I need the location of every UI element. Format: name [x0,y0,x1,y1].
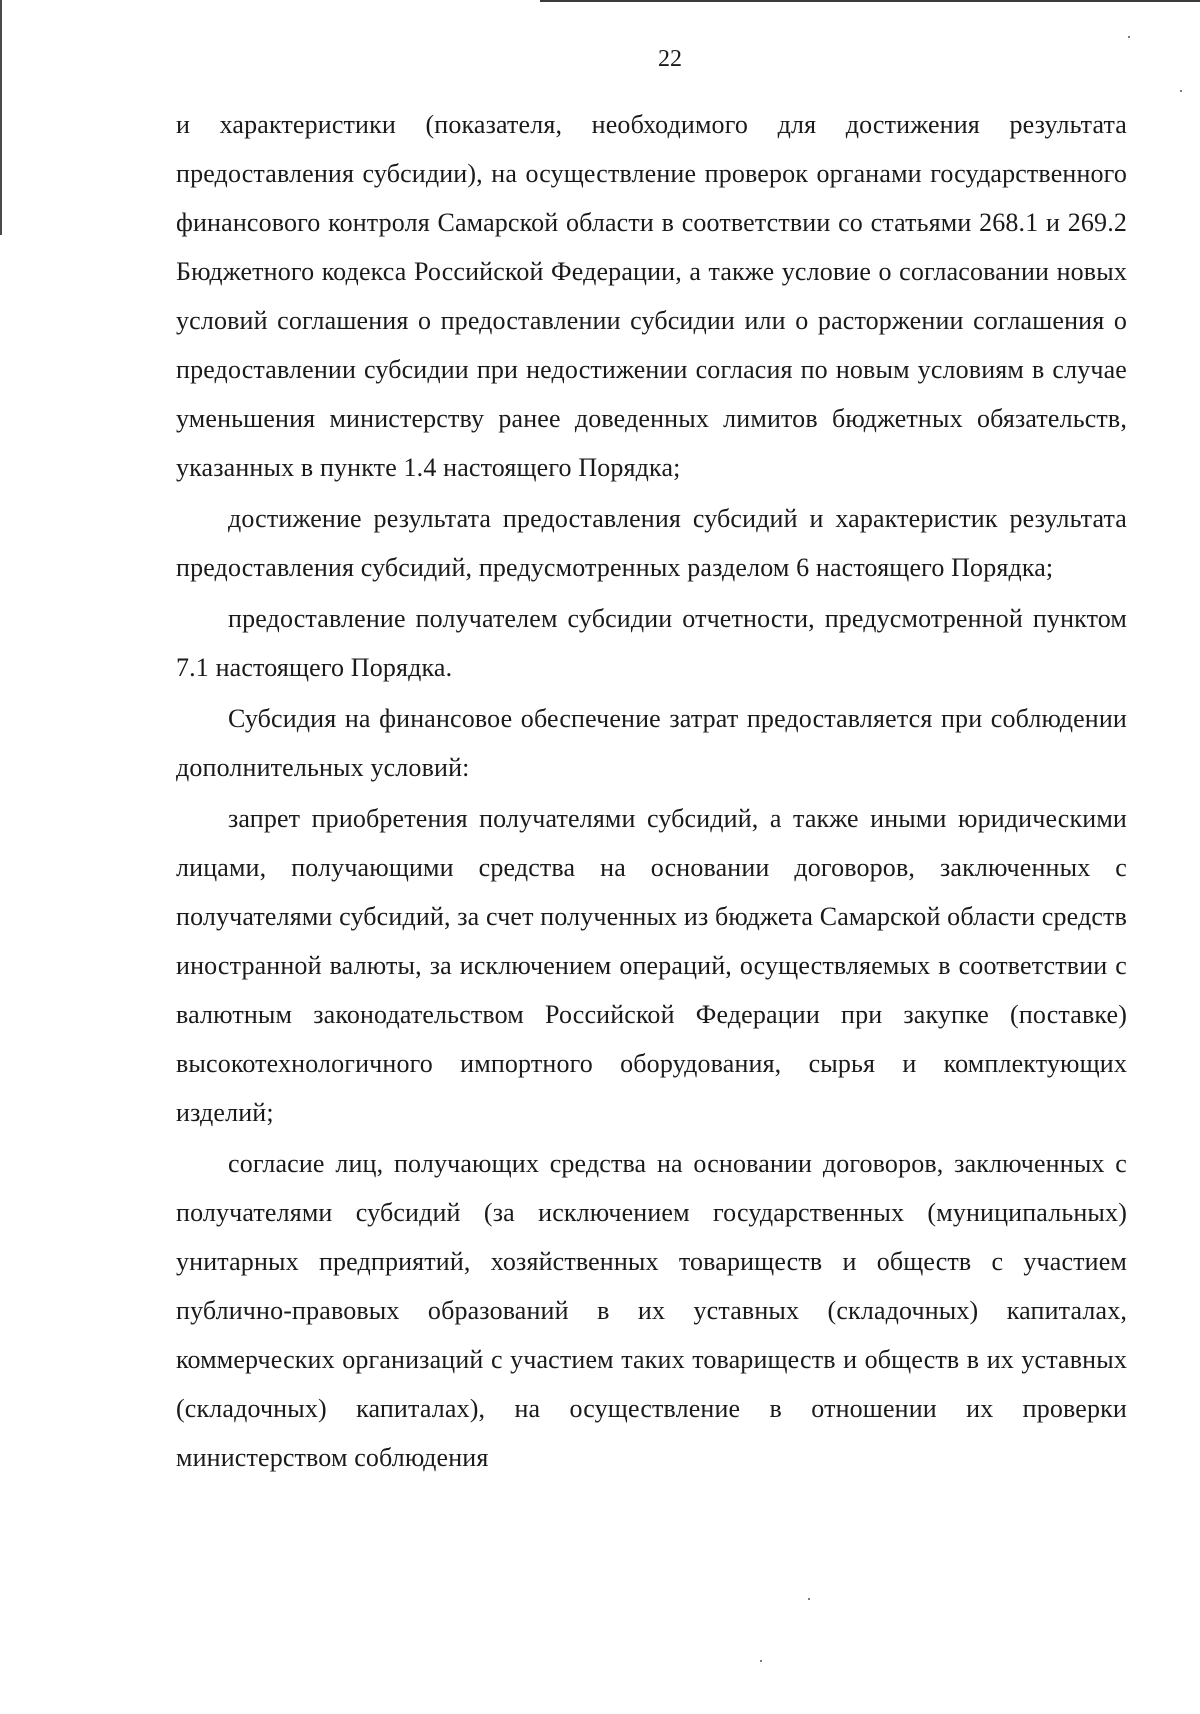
scan-speck [1128,36,1130,38]
paragraph-5: запрет приобретения получателями субсидий, а также иными юридическими лицами, получающими средства на основании договоров, заключенных с получателями субсидий, за счет полученных из бюджета Самарской области средств иностранной валюты, за исключением операций, осуществляемых в соответствии с валютным законодательством Российской Федерации при закупке (поставке) высокотехнологичного импортного оборудования, сырья и комплектующих изделий; [176,804,1127,1127]
paragraph-3: предоставление получателем субсидии отчетности, предусмотренной пунктом 7.1 настоящего Порядка. [176,604,1127,682]
document-body [176,100,1127,1484]
scan-speck [808,1598,810,1600]
page-number: 22 [658,46,682,72]
paragraph-4: Субсидия на финансовое обеспечение затрат предоставляется при соблюдении дополнительных условий: [176,704,1127,782]
scan-edge-left [0,0,2,235]
scan-speck [1180,90,1182,92]
scan-edge-top [540,0,1200,2]
paragraph-1: и характеристики (показателя, необходимого для достижения результата предоставления субсидии), на осуществление проверок органами государственного финансового контроля Самарской области в соответствии со статьями 268.1 и 269.2 Бюджетного кодекса Российской Федерации, а также условие о согласовании новых условий соглашения о предоставлении субсидии или о расторжении соглашения о предоставлении субсидии при недостижении согласия по новым условиям в случае уменьшения министерству ранее доведенных лимитов бюджетных обязательств, указанных в пункте 1.4 настоящего Порядка; [176,110,1127,482]
paragraph-2: достижение результата предоставления субсидий и характеристик результата предоставления субсидий, предусмотренных разделом 6 настоящего Порядка; [176,504,1127,582]
scan-speck [760,1660,762,1662]
paragraph-6: согласие лиц, получающих средства на основании договоров, заключенных с получателями субсидий (за исключением государственных (муниципальных) унитарных предприятий, хозяйственных товариществ и обществ с участием публично-правовых образований в их уставных (складочных) капиталах, коммерческих организаций с участием таких товариществ и обществ в их уставных (складочных) капиталах), на осуществление в отношении их проверки министерством соблюдения [176,1149,1127,1472]
